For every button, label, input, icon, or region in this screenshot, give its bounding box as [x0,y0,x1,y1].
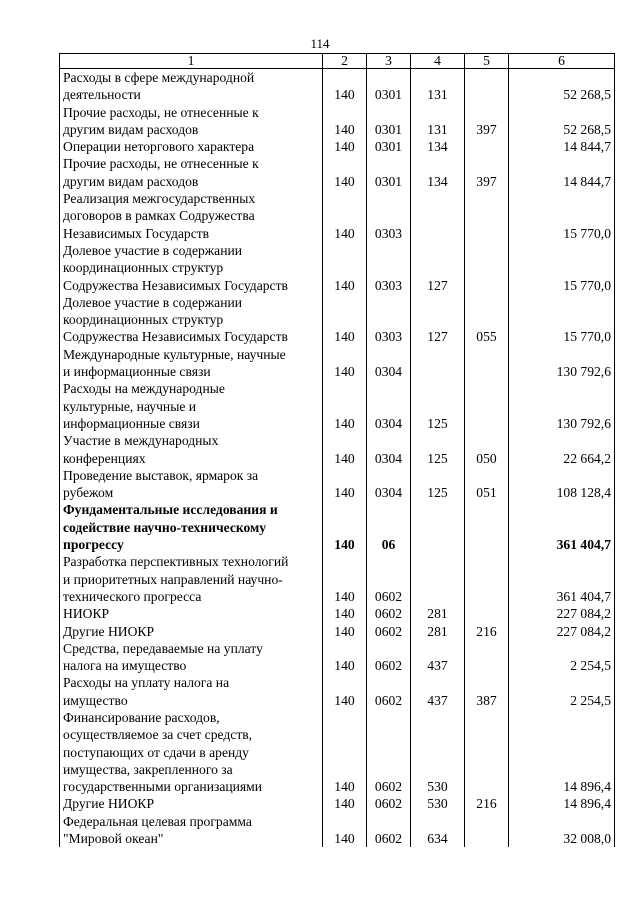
expense-type-code: 216 [465,795,509,812]
description-line: Прочие расходы, не отнесенные к [63,104,259,120]
section-code: 0602 [367,813,411,848]
target-code: 131 [411,104,465,139]
expense-type-code [465,346,509,381]
table-row [60,432,615,467]
description-line: рубежом [63,485,114,501]
row-description [60,467,323,502]
expense-type-code: 055 [465,294,509,346]
description-line: Реализация межгосударственных [63,191,256,207]
amount: 14 896,4 [509,795,615,812]
description-line: Участие в международных [63,433,219,449]
expense-type-code [465,605,509,622]
description-line: Расходы на уплату налога на [63,675,230,691]
target-code: 134 [411,155,465,190]
table-row [60,813,615,848]
amount: 361 404,7 [509,501,615,553]
row-description [60,138,323,155]
description-line: и информационные связи [63,364,211,380]
amount: 15 770,0 [509,294,615,346]
table-row [60,294,615,346]
description-line: НИОКР [63,606,110,622]
description-line: культурные, научные и [63,398,197,414]
ministry-code: 140 [323,674,367,709]
expense-type-code [465,553,509,605]
description-line: координационных структур [63,260,224,276]
row-description [60,380,323,432]
section-code: 0602 [367,605,411,622]
section-code: 0602 [367,795,411,812]
description-line: Прочие расходы, не отнесенные к [63,156,259,172]
amount: 14 844,7 [509,138,615,155]
target-code: 634 [411,813,465,848]
description-line: Фундаментальные исследования и [63,502,278,518]
ministry-code: 140 [323,242,367,294]
target-code [411,190,465,242]
expense-type-code [465,69,509,104]
budget-table [59,53,615,847]
description-line: технического прогресса [63,588,202,604]
table-row [60,709,615,795]
table-row [60,467,615,502]
description-line: другим видам расходов [63,121,199,137]
section-code: 0602 [367,640,411,675]
table-row [60,553,615,605]
target-code: 127 [411,242,465,294]
description-line: конференциях [63,450,146,466]
target-code: 281 [411,605,465,622]
row-description [60,294,323,346]
section-code: 0301 [367,104,411,139]
table-row [60,501,615,553]
ministry-code: 140 [323,69,367,104]
description-line: Долевое участие в содержании [63,242,243,258]
ministry-code: 140 [323,623,367,640]
description-line: имущества, закрепленного за [63,761,233,777]
target-code: 437 [411,640,465,675]
amount: 15 770,0 [509,242,615,294]
ministry-code: 140 [323,294,367,346]
table-row [60,380,615,432]
ministry-code: 140 [323,346,367,381]
description-line: имущество [63,692,128,708]
description-line: осуществляемое за счет средств, [63,727,253,743]
description-line: Проведение выставок, ярмарок за [63,467,259,483]
table-row [60,674,615,709]
description-line: Расходы в сфере международной [63,70,255,85]
target-code: 437 [411,674,465,709]
table-row [60,242,615,294]
section-code: 0602 [367,709,411,795]
target-code: 530 [411,709,465,795]
target-code [411,501,465,553]
target-code: 281 [411,623,465,640]
description-line: Долевое участие в содержании [63,294,243,310]
ministry-code: 140 [323,813,367,848]
description-line: Федеральная целевая программа [63,813,252,829]
description-line: Расходы на международные [63,381,225,397]
table-row [60,605,615,622]
row-description [60,242,323,294]
amount: 32 008,0 [509,813,615,848]
table-header-row [60,54,615,69]
amount: 227 084,2 [509,605,615,622]
expense-type-code: 050 [465,432,509,467]
expense-type-code: 216 [465,623,509,640]
table-row [60,69,615,104]
row-description [60,104,323,139]
expense-type-code [465,813,509,848]
section-code: 0304 [367,467,411,502]
section-code: 0304 [367,346,411,381]
section-code: 0602 [367,623,411,640]
section-code: 0304 [367,380,411,432]
ministry-code: 140 [323,553,367,605]
column-header: 5 [465,54,509,69]
amount: 361 404,7 [509,553,615,605]
target-code: 134 [411,138,465,155]
description-line: Средства, передаваемые на уплату [63,640,263,656]
amount: 130 792,6 [509,346,615,381]
expense-type-code: 397 [465,104,509,139]
expense-type-code [465,138,509,155]
description-line: Независимых Государств [63,225,210,241]
amount: 52 268,5 [509,69,615,104]
ministry-code: 140 [323,709,367,795]
ministry-code: 140 [323,467,367,502]
description-line: деятельности [63,87,141,103]
ministry-code: 140 [323,155,367,190]
description-line: Другие НИОКР [63,623,155,639]
target-code [411,346,465,381]
description-line: Другие НИОКР [63,796,155,812]
row-description [60,69,323,104]
column-header: 3 [367,54,411,69]
target-code: 125 [411,380,465,432]
amount: 15 770,0 [509,190,615,242]
description-line: информационные связи [63,415,200,431]
amount: 14 896,4 [509,709,615,795]
ministry-code: 140 [323,190,367,242]
description-line: Операции неторгового характера [63,139,255,155]
amount: 2 254,5 [509,640,615,675]
ministry-code: 140 [323,501,367,553]
target-code [411,553,465,605]
description-line: Международные культурные, научные [63,346,286,362]
description-line: Содружества Независимых Государств [63,329,288,345]
table-row [60,190,615,242]
ministry-code: 140 [323,795,367,812]
amount: 227 084,2 [509,623,615,640]
section-code: 06 [367,501,411,553]
target-code: 125 [411,432,465,467]
target-code: 131 [411,69,465,104]
expense-type-code [465,380,509,432]
column-header: 2 [323,54,367,69]
table-row [60,623,615,640]
row-description [60,674,323,709]
ministry-code: 140 [323,104,367,139]
row-description [60,346,323,381]
table-row [60,155,615,190]
row-description [60,432,323,467]
amount: 2 254,5 [509,674,615,709]
target-code: 125 [411,467,465,502]
description-line: прогрессу [63,537,124,553]
ministry-code: 140 [323,380,367,432]
column-header: 1 [60,54,323,69]
amount: 22 664,2 [509,432,615,467]
amount: 108 128,4 [509,467,615,502]
ministry-code: 140 [323,432,367,467]
expense-type-code [465,640,509,675]
row-description [60,501,323,553]
row-description [60,623,323,640]
ministry-code: 140 [323,138,367,155]
table-row [60,640,615,675]
ministry-code: 140 [323,605,367,622]
row-description [60,709,323,795]
table-row [60,795,615,812]
row-description [60,795,323,812]
description-line: содействие научно-техническому [63,519,267,535]
description-line: Содружества Независимых Государств [63,277,288,293]
ministry-code: 140 [323,640,367,675]
expense-type-code: 397 [465,155,509,190]
description-line: Разработка перспективных технологий [63,554,289,570]
expense-type-code [465,501,509,553]
section-code: 0304 [367,432,411,467]
description-line: поступающих от сдачи в аренду [63,744,249,760]
expense-type-code [465,709,509,795]
row-description [60,640,323,675]
row-description [60,155,323,190]
description-line: налога на имущество [63,658,187,674]
description-line: другим видам расходов [63,173,199,189]
section-code: 0301 [367,69,411,104]
column-header: 6 [509,54,615,69]
expense-type-code: 387 [465,674,509,709]
section-code: 0602 [367,553,411,605]
table-row [60,138,615,155]
row-description [60,813,323,848]
target-code: 127 [411,294,465,346]
table-row [60,104,615,139]
table-row [60,346,615,381]
expense-type-code [465,190,509,242]
description-line: государственными организациями [63,779,263,795]
page-number: 114 [310,36,330,51]
column-header: 4 [411,54,465,69]
section-code: 0303 [367,294,411,346]
amount: 130 792,6 [509,380,615,432]
row-description [60,190,323,242]
expense-type-code: 051 [465,467,509,502]
section-code: 0602 [367,674,411,709]
section-code: 0303 [367,190,411,242]
row-description [60,605,323,622]
amount: 14 844,7 [509,155,615,190]
expense-type-code [465,242,509,294]
section-code: 0303 [367,242,411,294]
description-line: договоров в рамках Содружества [63,208,255,224]
section-code: 0301 [367,155,411,190]
row-description [60,553,323,605]
description-line: "Мировой океан" [63,831,164,847]
section-code: 0301 [367,138,411,155]
description-line: Финансирование расходов, [63,709,220,725]
target-code: 530 [411,795,465,812]
amount: 52 268,5 [509,104,615,139]
description-line: координационных структур [63,312,224,328]
description-line: и приоритетных направлений научно- [63,571,283,587]
